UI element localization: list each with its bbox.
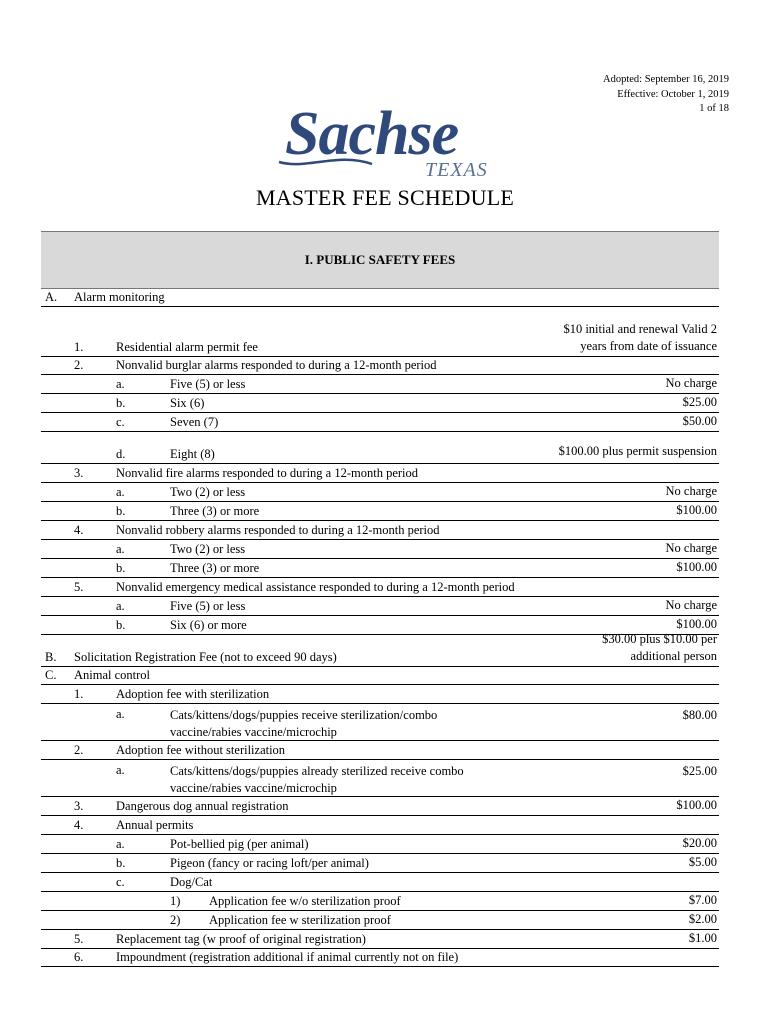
row-c4c2: [41, 910, 719, 930]
row-label: Dog/Cat: [170, 875, 213, 889]
row-label: Nonvalid emergency medical assistance responded to during a 12-month period: [116, 580, 515, 594]
row-number: b.: [116, 618, 126, 632]
row-fee: [563, 321, 717, 355]
row-label: Residential alarm permit fee: [116, 340, 258, 354]
row-a2b: [41, 393, 719, 413]
row-fee: $25.00: [682, 764, 717, 778]
sachse-texas-logo: [277, 92, 532, 182]
row-fee: No charge: [665, 541, 717, 555]
row-a: [41, 288, 719, 307]
row-fee: $100.00: [676, 617, 717, 631]
section-title: I. PUBLIC SAFETY FEES: [304, 252, 456, 267]
row-label: Application fee w/o sterilization proof: [209, 894, 401, 908]
effective-date: Effective: October 1, 2019: [617, 88, 729, 100]
row-fee: $50.00: [682, 414, 717, 428]
fee-line: $30.00 plus $10.00 per: [602, 632, 717, 646]
row-number: 4.: [74, 523, 84, 537]
row-number: C.: [45, 668, 57, 682]
row-number: a.: [116, 837, 125, 851]
row-label: Three (3) or more: [170, 561, 260, 575]
row-c4a: [41, 834, 719, 854]
row-number: a.: [116, 485, 125, 499]
row-label: Nonvalid robbery alarms responded to during a 12-month period: [116, 523, 440, 537]
row-label: Replacement tag (w proof of original registration): [116, 932, 366, 946]
fee-line: $10 initial and renewal Valid 2: [563, 322, 717, 336]
row-c3: [41, 796, 719, 816]
row-label: Two (2) or less: [170, 542, 246, 556]
row-c2: [41, 740, 719, 760]
row-label: Pot-bellied pig (per animal): [170, 837, 309, 851]
row-number: 3.: [74, 799, 84, 813]
fee-line: additional person: [630, 649, 717, 663]
row-label: Animal control: [74, 668, 151, 682]
row-label: Six (6): [170, 396, 205, 410]
row-a1: [41, 306, 719, 357]
row-label: Five (5) or less: [170, 599, 246, 613]
row-c: [41, 666, 719, 685]
row-number: d.: [116, 447, 126, 461]
row-fee: $7.00: [688, 893, 717, 907]
adopted-date: Adopted: September 16, 2019: [603, 74, 729, 85]
fee-line: years from date of issuance: [580, 339, 717, 353]
row-b: [41, 634, 719, 667]
row-number: b.: [116, 856, 126, 870]
row-number: c.: [116, 415, 125, 429]
document-title: MASTER FEE SCHEDULE: [255, 185, 515, 210]
row-number: 2.: [74, 743, 84, 757]
row-number: 1.: [74, 340, 84, 354]
row-a2a: [41, 374, 719, 394]
row-number: 4.: [74, 818, 84, 832]
row-fee: $80.00: [682, 708, 717, 722]
row-fee: $1.00: [688, 931, 717, 945]
row-c1a: [41, 703, 719, 741]
row-fee: $100.00: [676, 503, 717, 517]
row-number: 2): [170, 913, 181, 927]
row-fee: [602, 631, 717, 665]
row-number: 5.: [74, 932, 84, 946]
row-number: A.: [45, 290, 58, 304]
row-fee: $2.00: [688, 912, 717, 926]
row-label: Two (2) or less: [170, 485, 246, 499]
row-number: a.: [116, 763, 125, 777]
row-label: Dangerous dog annual registration: [116, 799, 289, 813]
row-number: 1.: [74, 687, 84, 701]
row-label: Adoption fee without sterilization: [116, 743, 286, 757]
row-a3b: [41, 501, 719, 521]
page-number: 1 of 18: [699, 103, 729, 114]
row-fee: $5.00: [688, 855, 717, 869]
section-header: [41, 231, 719, 289]
row-c1: [41, 684, 719, 704]
row-fee: $100.00 plus permit suspension: [558, 444, 717, 458]
row-a2d: [41, 431, 719, 464]
row-label: Nonvalid burglar alarms responded to during a 12-month period: [116, 358, 437, 372]
row-number: 5.: [74, 580, 84, 594]
row-fee: No charge: [665, 376, 717, 390]
row-label: Eight (8): [170, 447, 215, 461]
row-c4b: [41, 853, 719, 873]
row-fee: $100.00: [676, 798, 717, 812]
row-c6: [41, 948, 719, 967]
row-number: b.: [116, 561, 126, 575]
row-label: Alarm monitoring: [74, 290, 165, 304]
row-fee: No charge: [665, 484, 717, 498]
row-label: Seven (7): [170, 415, 219, 429]
row-label: Six (6) or more: [170, 618, 247, 632]
row-a3: [41, 463, 719, 483]
row-number: 1): [170, 894, 181, 908]
logo-state-text: TEXAS: [425, 159, 488, 181]
row-a4: [41, 520, 719, 540]
row-fee: $100.00: [676, 560, 717, 574]
row-a2c: [41, 412, 719, 432]
logo-script-text: Sachse: [285, 100, 459, 168]
row-c4: [41, 815, 719, 835]
row-number: 6.: [74, 950, 84, 964]
row-a5: [41, 577, 719, 597]
row-a3a: [41, 482, 719, 502]
row-label: Adoption fee with sterilization: [116, 687, 270, 701]
row-c5: [41, 929, 719, 949]
row-label: Nonvalid fire alarms responded to during a 12-month period: [116, 466, 419, 480]
row-label: Application fee w sterilization proof: [209, 913, 391, 927]
row-c4c: [41, 872, 719, 892]
row-number: b.: [116, 396, 126, 410]
row-c4c1: [41, 891, 719, 911]
row-number: a.: [116, 599, 125, 613]
row-label: Solicitation Registration Fee (not to exceed 90 days): [74, 650, 337, 664]
row-number: B.: [45, 650, 57, 664]
row-fee: $25.00: [682, 395, 717, 409]
row-a5a: [41, 596, 719, 616]
row-label: Annual permits: [116, 818, 194, 832]
row-a2: [41, 356, 719, 375]
row-a4b: [41, 558, 719, 578]
row-label: Five (5) or less: [170, 377, 246, 391]
row-label: Cats/kittens/dogs/puppies already sterilized receive combo vaccine/rabies vaccine/microchip: [170, 764, 464, 795]
row-a4a: [41, 539, 719, 559]
row-c2a: [41, 759, 719, 797]
row-number: 3.: [74, 466, 84, 480]
row-number: c.: [116, 875, 125, 889]
row-number: b.: [116, 504, 126, 518]
row-label: Pigeon (fancy or racing loft/per animal): [170, 856, 369, 870]
row-fee: $20.00: [682, 836, 717, 850]
row-label: Impoundment (registration additional if animal currently not on file): [116, 950, 459, 964]
row-label: Three (3) or more: [170, 504, 260, 518]
row-number: 2.: [74, 358, 84, 372]
row-number: a.: [116, 542, 125, 556]
row-label: Cats/kittens/dogs/puppies receive sterilization/combo vaccine/rabies vaccine/microchip: [170, 708, 438, 739]
row-fee: No charge: [665, 598, 717, 612]
adoption-info: [603, 73, 729, 117]
row-number: a.: [116, 707, 125, 721]
row-number: a.: [116, 377, 125, 391]
